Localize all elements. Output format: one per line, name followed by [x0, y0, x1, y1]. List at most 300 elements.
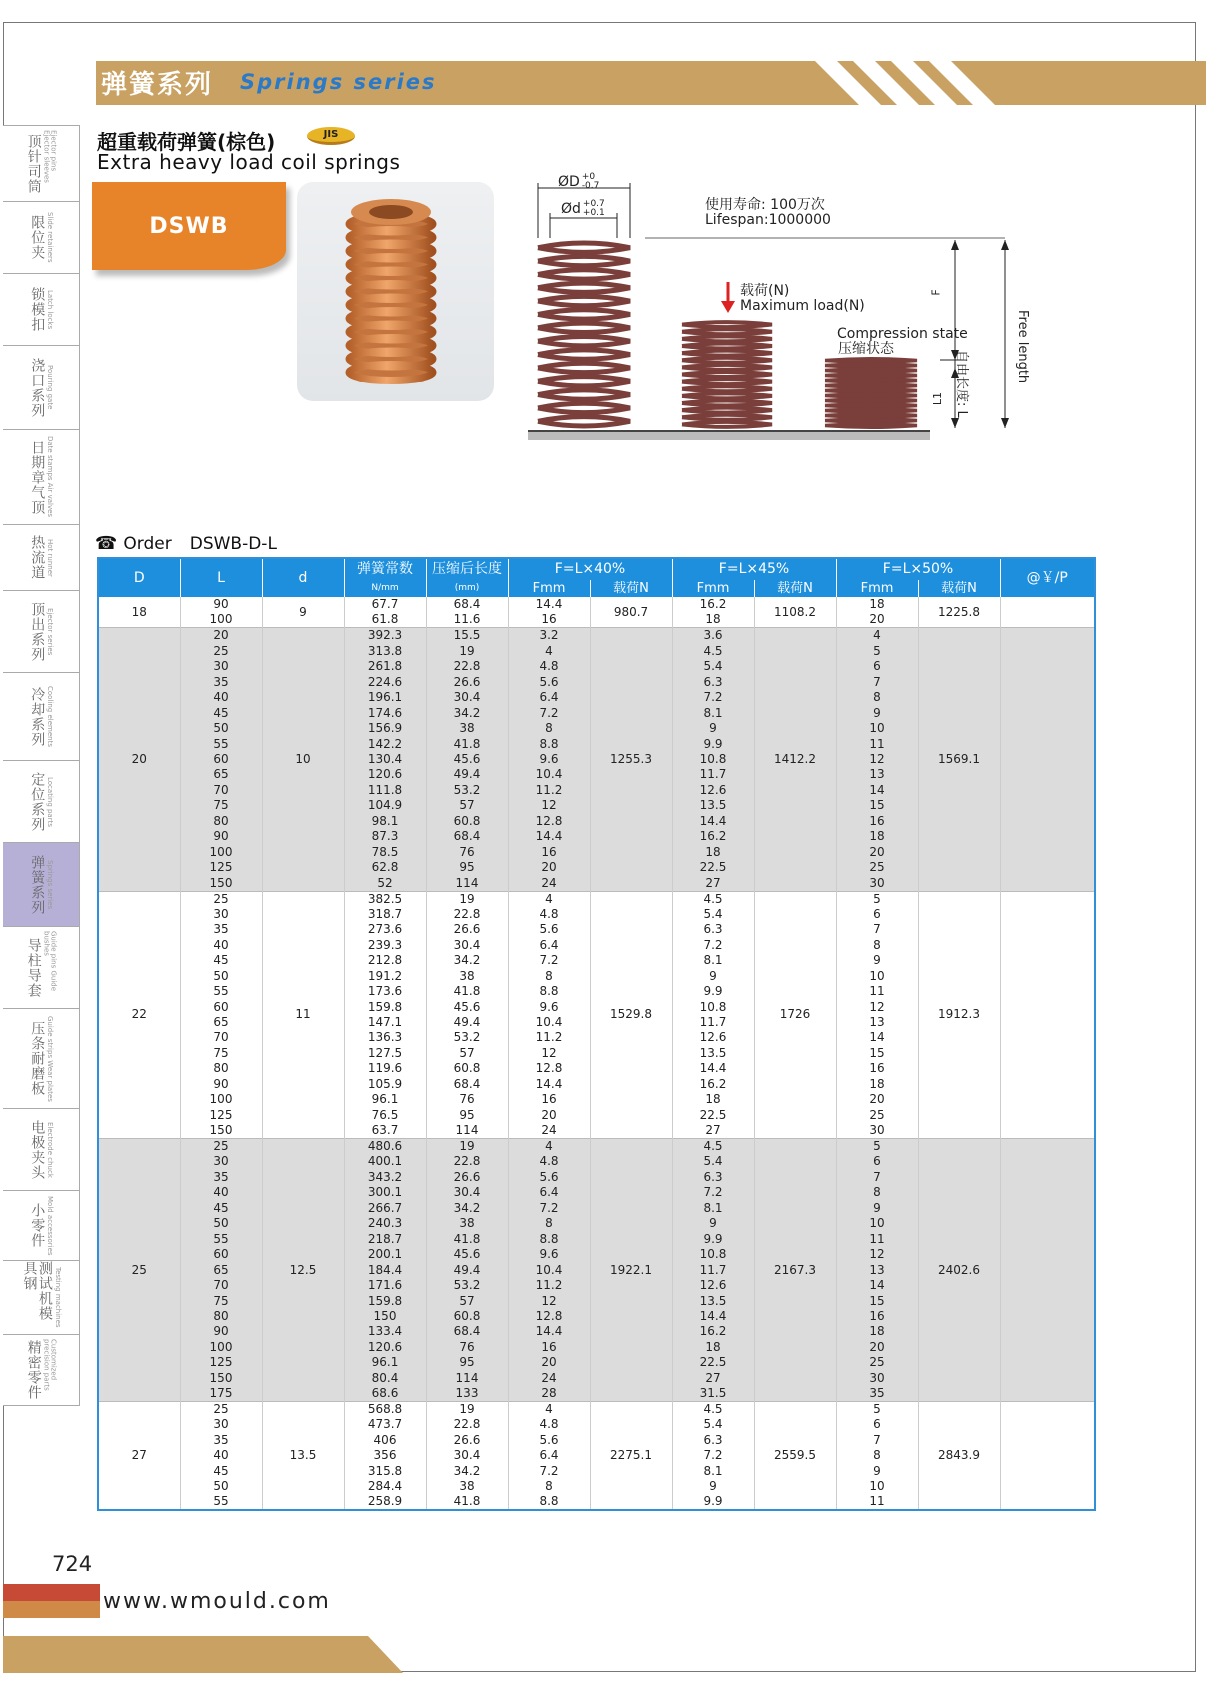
- cell-fmm-45: 7.2: [672, 937, 754, 952]
- cell-rate: 343.2: [344, 1170, 426, 1185]
- spring-coil: [682, 358, 772, 363]
- page-number: 724: [52, 1552, 93, 1576]
- cell-price: [1000, 1402, 1095, 1418]
- cell-rate: 392.3: [344, 628, 426, 644]
- cell-L: 80: [180, 814, 262, 829]
- footer-url[interactable]: www.wmould.com: [103, 1589, 331, 1614]
- cell-price: [1000, 814, 1095, 829]
- cell-rate: 284.4: [344, 1479, 426, 1494]
- cell-L: 80: [180, 1309, 262, 1324]
- cell-fmm-40: 4: [508, 1402, 590, 1418]
- cell-fmm-50: 10: [836, 1479, 918, 1494]
- header-stripes: [815, 61, 1025, 105]
- cell-fmm-50: 9: [836, 705, 918, 720]
- sidebar-item[interactable]: [3, 590, 80, 672]
- cell-L: 75: [180, 1293, 262, 1308]
- cell-fmm-50: 30: [836, 876, 918, 892]
- col-rate: 弹簧常数: [344, 558, 426, 580]
- cell-d: 12.5: [262, 1139, 344, 1402]
- cell-rate: 224.6: [344, 674, 426, 689]
- cell-fmm-45: 6.3: [672, 1170, 754, 1185]
- cell-fmm-40: 11.2: [508, 1278, 590, 1293]
- spring-coil: [825, 384, 917, 388]
- cell-rate: 212.8: [344, 953, 426, 968]
- cell-fmm-45: 6.3: [672, 922, 754, 937]
- cell-fmm-45: 31.5: [672, 1386, 754, 1402]
- cell-compressed: 19: [426, 643, 508, 658]
- cell-rate: 62.8: [344, 860, 426, 875]
- spring-coil: [538, 270, 630, 279]
- sidebar-item[interactable]: [3, 125, 80, 201]
- cell-fmm-40: 4.8: [508, 1417, 590, 1432]
- cell-price: [1000, 829, 1095, 844]
- cell-price: [1000, 783, 1095, 798]
- sidebar-item-sublabel: Mold accessories: [46, 1195, 55, 1256]
- spring-coil: [538, 296, 630, 305]
- cell-rate: 239.3: [344, 937, 426, 952]
- cell-fmm-40: 9.6: [508, 999, 590, 1014]
- cell-compressed: 38: [426, 721, 508, 736]
- cell-fmm-45: 9.9: [672, 1494, 754, 1510]
- cell-fmm-50: 9: [836, 1464, 918, 1479]
- cell-L: 55: [180, 1494, 262, 1510]
- cell-fmm-50: 8: [836, 1185, 918, 1200]
- cell-price: [1000, 721, 1095, 736]
- table-row: [98, 1402, 1095, 1418]
- spring-coil: [825, 359, 917, 363]
- spring-coil: [538, 363, 630, 372]
- cell-fmm-50: 5: [836, 1139, 918, 1155]
- model-code: DSWB: [149, 213, 229, 239]
- sidebar-item[interactable]: [3, 1190, 80, 1260]
- spring-coil: [538, 350, 630, 359]
- sidebar-item[interactable]: [3, 1108, 80, 1190]
- cell-rate: 87.3: [344, 829, 426, 844]
- cell-price: [1000, 1200, 1095, 1215]
- cell-fmm-50: 9: [836, 953, 918, 968]
- cell-price: [1000, 1061, 1095, 1076]
- cell-fmm-45: 18: [672, 1092, 754, 1107]
- cell-load-45: 2559.5: [754, 1402, 836, 1511]
- cell-rate: 76.5: [344, 1108, 426, 1123]
- model-label: [92, 182, 286, 270]
- cell-L: 30: [180, 907, 262, 922]
- cell-rate: 119.6: [344, 1061, 426, 1076]
- cell-rate: 136.3: [344, 1030, 426, 1045]
- cell-rate: 98.1: [344, 814, 426, 829]
- spring-coil: [682, 329, 772, 334]
- sidebar-item[interactable]: [3, 201, 80, 273]
- cell-compressed: 76: [426, 845, 508, 860]
- cell-fmm-45: 12.6: [672, 1278, 754, 1293]
- dim-f: F: [929, 289, 943, 296]
- cell-D: 27: [98, 1402, 180, 1511]
- sidebar-item[interactable]: [3, 672, 80, 760]
- cell-fmm-40: 8: [508, 968, 590, 983]
- cell-fmm-40: 20: [508, 860, 590, 875]
- col-group-45: F=L×45%: [672, 558, 836, 580]
- cell-rate: 196.1: [344, 690, 426, 705]
- cell-fmm-50: 5: [836, 1402, 918, 1418]
- sidebar-item[interactable]: [3, 926, 80, 1008]
- sidebar-item-label: 测试机模具钢: [21, 1261, 53, 1321]
- cell-fmm-45: 7.2: [672, 690, 754, 705]
- sidebar-item[interactable]: [3, 1008, 80, 1108]
- cell-fmm-40: 12: [508, 1046, 590, 1061]
- cell-compressed: 41.8: [426, 1494, 508, 1510]
- cell-price: [1000, 1262, 1095, 1277]
- cell-fmm-45: 4.5: [672, 1402, 754, 1418]
- cell-rate: 120.6: [344, 1340, 426, 1355]
- cell-price: [1000, 1231, 1095, 1246]
- cell-rate: 96.1: [344, 1092, 426, 1107]
- od-label: ØD +0 -0.7: [558, 172, 600, 191]
- cell-fmm-50: 20: [836, 1340, 918, 1355]
- cell-rate: 156.9: [344, 721, 426, 736]
- cell-fmm-45: 27: [672, 1123, 754, 1139]
- cell-rate: 184.4: [344, 1262, 426, 1277]
- cell-L: 60: [180, 1247, 262, 1262]
- cell-fmm-40: 4.8: [508, 907, 590, 922]
- cell-rate: 111.8: [344, 783, 426, 798]
- cell-d: 13.5: [262, 1402, 344, 1511]
- cell-compressed: 114: [426, 1123, 508, 1139]
- cell-price: [1000, 705, 1095, 720]
- cell-compressed: 34.2: [426, 1200, 508, 1215]
- cell-rate: 105.9: [344, 1077, 426, 1092]
- cell-fmm-45: 22.5: [672, 1355, 754, 1370]
- cell-fmm-50: 5: [836, 891, 918, 907]
- cell-L: 125: [180, 1355, 262, 1370]
- cell-load-45: 2167.3: [754, 1139, 836, 1402]
- cell-compressed: 19: [426, 891, 508, 907]
- cell-fmm-40: 6.4: [508, 690, 590, 705]
- cell-L: 50: [180, 721, 262, 736]
- cell-L: 40: [180, 1448, 262, 1463]
- spring-coil: [538, 283, 630, 292]
- spring-coil: [538, 403, 630, 412]
- cell-L: 100: [180, 845, 262, 860]
- cell-fmm-40: 8.8: [508, 984, 590, 999]
- cell-fmm-50: 16: [836, 1061, 918, 1076]
- cell-compressed: 45.6: [426, 752, 508, 767]
- phone-icon: ☎: [95, 533, 118, 554]
- spring-coil: [682, 386, 772, 391]
- cell-fmm-50: 14: [836, 1030, 918, 1045]
- cell-fmm-40: 4.8: [508, 659, 590, 674]
- cell-fmm-40: 20: [508, 1355, 590, 1370]
- order-code: [95, 533, 277, 554]
- sidebar-item[interactable]: [3, 273, 80, 345]
- cell-fmm-45: 9.9: [672, 984, 754, 999]
- spring-coil: [825, 414, 917, 418]
- cell-fmm-45: 16.2: [672, 1324, 754, 1339]
- cell-price: [1000, 876, 1095, 892]
- cell-rate: 127.5: [344, 1046, 426, 1061]
- cell-fmm-50: 10: [836, 1216, 918, 1231]
- sidebar-item[interactable]: [3, 429, 80, 524]
- cell-L: 50: [180, 1216, 262, 1231]
- cell-rate: 171.6: [344, 1278, 426, 1293]
- cell-L: 90: [180, 1077, 262, 1092]
- cell-L: 25: [180, 1139, 262, 1155]
- cell-load-40: 1255.3: [590, 628, 672, 891]
- cell-L: 150: [180, 1123, 262, 1139]
- cell-compressed: 26.6: [426, 674, 508, 689]
- cell-compressed: 34.2: [426, 953, 508, 968]
- order-label: Order: [123, 533, 172, 554]
- free-length-en: Free length: [1015, 310, 1030, 384]
- load-arrow-icon: [721, 301, 735, 313]
- cell-fmm-50: 20: [836, 1092, 918, 1107]
- cell-L: 65: [180, 1015, 262, 1030]
- spring-coil: [682, 408, 772, 413]
- spring-coil: [682, 379, 772, 384]
- cell-compressed: 76: [426, 1340, 508, 1355]
- cell-fmm-40: 3.2: [508, 628, 590, 644]
- cell-price: [1000, 628, 1095, 644]
- cell-L: 125: [180, 1108, 262, 1123]
- cell-compressed: 41.8: [426, 1231, 508, 1246]
- col-load-40: 载荷N: [590, 580, 672, 597]
- cell-load-40: 2275.1: [590, 1402, 672, 1511]
- spring-coil: [538, 310, 630, 319]
- cell-compressed: 57: [426, 798, 508, 813]
- cell-fmm-45: 4.5: [672, 891, 754, 907]
- cell-fmm-50: 12: [836, 1247, 918, 1262]
- cell-fmm-40: 8: [508, 1479, 590, 1494]
- cell-rate: 273.6: [344, 922, 426, 937]
- cell-fmm-50: 16: [836, 814, 918, 829]
- sidebar-item-sublabel: Pouring gate: [46, 365, 55, 410]
- cell-rate: 191.2: [344, 968, 426, 983]
- cell-fmm-50: 13: [836, 1262, 918, 1277]
- cell-fmm-40: 12: [508, 1293, 590, 1308]
- cell-price: [1000, 1139, 1095, 1155]
- order-code-value: DSWB-D-L: [189, 533, 277, 554]
- sidebar-item-label: 热流道: [29, 535, 46, 580]
- cell-rate: 173.6: [344, 984, 426, 999]
- cell-fmm-40: 8: [508, 1216, 590, 1231]
- sidebar-item-label: 精密零件: [25, 1340, 42, 1400]
- cell-price: [1000, 1448, 1095, 1463]
- cell-price: [1000, 1077, 1095, 1092]
- cell-price: [1000, 1092, 1095, 1107]
- cell-price: [1000, 968, 1095, 983]
- cell-L: 40: [180, 1185, 262, 1200]
- cell-fmm-40: 12: [508, 798, 590, 813]
- col-d: d: [262, 558, 344, 597]
- cell-L: 80: [180, 1061, 262, 1076]
- cell-compressed: 114: [426, 876, 508, 892]
- cell-price: [1000, 984, 1095, 999]
- sidebar-item[interactable]: [3, 760, 80, 842]
- cell-rate: 61.8: [344, 612, 426, 628]
- cell-fmm-45: 4.5: [672, 1139, 754, 1155]
- sidebar-item[interactable]: [3, 1260, 80, 1334]
- cell-d: 10: [262, 628, 344, 891]
- cell-price: [1000, 845, 1095, 860]
- cell-fmm-50: 30: [836, 1123, 918, 1139]
- spring-coil: [682, 422, 772, 427]
- cell-fmm-50: 18: [836, 1077, 918, 1092]
- sidebar-nav: [3, 125, 80, 1406]
- cell-fmm-40: 10.4: [508, 767, 590, 782]
- cell-fmm-40: 6.4: [508, 1185, 590, 1200]
- cell-D: 20: [98, 628, 180, 891]
- cell-fmm-40: 16: [508, 612, 590, 628]
- cell-compressed: 95: [426, 1108, 508, 1123]
- cell-fmm-50: 11: [836, 1231, 918, 1246]
- cell-L: 90: [180, 597, 262, 612]
- sidebar-item[interactable]: [3, 842, 80, 926]
- cell-rate: 400.1: [344, 1154, 426, 1169]
- cell-fmm-45: 10.8: [672, 752, 754, 767]
- cell-fmm-50: 18: [836, 597, 918, 612]
- cell-fmm-45: 22.5: [672, 860, 754, 875]
- cell-compressed: 45.6: [426, 1247, 508, 1262]
- cell-fmm-50: 15: [836, 798, 918, 813]
- cell-compressed: 53.2: [426, 1030, 508, 1045]
- cell-rate: 159.8: [344, 1293, 426, 1308]
- cell-rate: 133.4: [344, 1324, 426, 1339]
- cell-fmm-45: 8.1: [672, 705, 754, 720]
- cell-rate: 261.8: [344, 659, 426, 674]
- load-cn: 载荷(N): [740, 283, 790, 299]
- sidebar-item-label: 日期章气顶: [29, 439, 46, 515]
- cell-fmm-40: 14.4: [508, 597, 590, 612]
- table-row: [98, 628, 1095, 644]
- sidebar-item-label: 导柱导套: [25, 937, 42, 998]
- cell-fmm-50: 10: [836, 968, 918, 983]
- cell-price: [1000, 736, 1095, 751]
- cell-price: [1000, 752, 1095, 767]
- sidebar-item-sublabel: Slide retainers: [46, 212, 55, 263]
- cell-compressed: 30.4: [426, 690, 508, 705]
- spec-table: [97, 557, 1096, 1511]
- cell-compressed: 53.2: [426, 1278, 508, 1293]
- cell-price: [1000, 612, 1095, 628]
- spring-photo-icon: [297, 182, 494, 401]
- cell-rate: 130.4: [344, 752, 426, 767]
- cell-compressed: 30.4: [426, 937, 508, 952]
- sidebar-item[interactable]: [3, 345, 80, 429]
- cell-load-45: 1726: [754, 891, 836, 1139]
- cell-load-50: 1225.8: [918, 597, 1000, 628]
- cell-L: 30: [180, 659, 262, 674]
- col-rate-unit: N/mm: [344, 580, 426, 597]
- cell-load-40: 1529.8: [590, 891, 672, 1139]
- sidebar-item[interactable]: [3, 1334, 80, 1406]
- cell-fmm-50: 15: [836, 1293, 918, 1308]
- cell-compressed: 68.4: [426, 1324, 508, 1339]
- cell-fmm-40: 24: [508, 876, 590, 892]
- cell-fmm-50: 18: [836, 1324, 918, 1339]
- spring-coil: [538, 323, 630, 332]
- cell-L: 60: [180, 752, 262, 767]
- cell-compressed: 95: [426, 860, 508, 875]
- cell-fmm-50: 12: [836, 752, 918, 767]
- cell-L: 100: [180, 1340, 262, 1355]
- cell-rate: 240.3: [344, 1216, 426, 1231]
- product-title-en: Extra heavy load coil springs: [97, 150, 401, 174]
- spring-coil: [825, 409, 917, 413]
- cell-load-50: 2843.9: [918, 1402, 1000, 1511]
- cell-rate: 142.2: [344, 736, 426, 751]
- cell-D: 22: [98, 891, 180, 1139]
- cell-D: 18: [98, 597, 180, 628]
- col-compressed-unit: (mm): [426, 580, 508, 597]
- cell-fmm-50: 6: [836, 1417, 918, 1432]
- cell-compressed: 49.4: [426, 1262, 508, 1277]
- cell-L: 30: [180, 1417, 262, 1432]
- sidebar-item-sublabel: Ejector series: [46, 607, 55, 656]
- cell-L: 25: [180, 1402, 262, 1418]
- spring-coil: [538, 377, 630, 386]
- cell-compressed: 60.8: [426, 814, 508, 829]
- cell-compressed: 19: [426, 1402, 508, 1418]
- cell-fmm-45: 10.8: [672, 1247, 754, 1262]
- cell-price: [1000, 1278, 1095, 1293]
- cell-L: 90: [180, 829, 262, 844]
- sidebar-item[interactable]: [3, 524, 80, 590]
- cell-fmm-45: 18: [672, 845, 754, 860]
- cell-price: [1000, 1030, 1095, 1045]
- cell-rate: 406: [344, 1433, 426, 1448]
- spring-coil: [825, 399, 917, 403]
- cell-rate: 63.7: [344, 1123, 426, 1139]
- cell-rate: 480.6: [344, 1139, 426, 1155]
- cell-fmm-50: 25: [836, 1355, 918, 1370]
- spring-coil: [682, 415, 772, 420]
- cell-fmm-40: 24: [508, 1371, 590, 1386]
- sidebar-item-sublabel: Electrode chuck: [46, 1121, 55, 1178]
- cell-L: 60: [180, 999, 262, 1014]
- cell-L: 40: [180, 937, 262, 952]
- spring-coil: [538, 243, 630, 252]
- cell-price: [1000, 1355, 1095, 1370]
- cell-rate: 80.4: [344, 1371, 426, 1386]
- cell-price: [1000, 659, 1095, 674]
- cell-price: [1000, 597, 1095, 612]
- cell-fmm-50: 11: [836, 1494, 918, 1510]
- cell-fmm-45: 9: [672, 1479, 754, 1494]
- cell-compressed: 38: [426, 968, 508, 983]
- cell-compressed: 68.4: [426, 1077, 508, 1092]
- cell-fmm-40: 5.6: [508, 674, 590, 689]
- cell-fmm-45: 27: [672, 1371, 754, 1386]
- cell-fmm-40: 7.2: [508, 705, 590, 720]
- cell-price: [1000, 937, 1095, 952]
- cell-compressed: 53.2: [426, 783, 508, 798]
- cell-compressed: 38: [426, 1479, 508, 1494]
- cell-fmm-40: 4: [508, 1139, 590, 1155]
- sidebar-item-label: 浇口系列: [29, 357, 46, 418]
- cell-fmm-40: 14.4: [508, 1077, 590, 1092]
- cell-price: [1000, 1386, 1095, 1402]
- col-group-40: F=L×40%: [508, 558, 672, 580]
- cell-fmm-50: 8: [836, 690, 918, 705]
- col-load-50: 载荷N: [918, 580, 1000, 597]
- spring-coil: [825, 389, 917, 393]
- cell-fmm-50: 6: [836, 907, 918, 922]
- compression-en: Compression state: [837, 326, 968, 342]
- spring-coil: [682, 343, 772, 348]
- cell-fmm-40: 16: [508, 1340, 590, 1355]
- cell-fmm-45: 5.4: [672, 659, 754, 674]
- cell-price: [1000, 1293, 1095, 1308]
- cell-rate: 67.7: [344, 597, 426, 612]
